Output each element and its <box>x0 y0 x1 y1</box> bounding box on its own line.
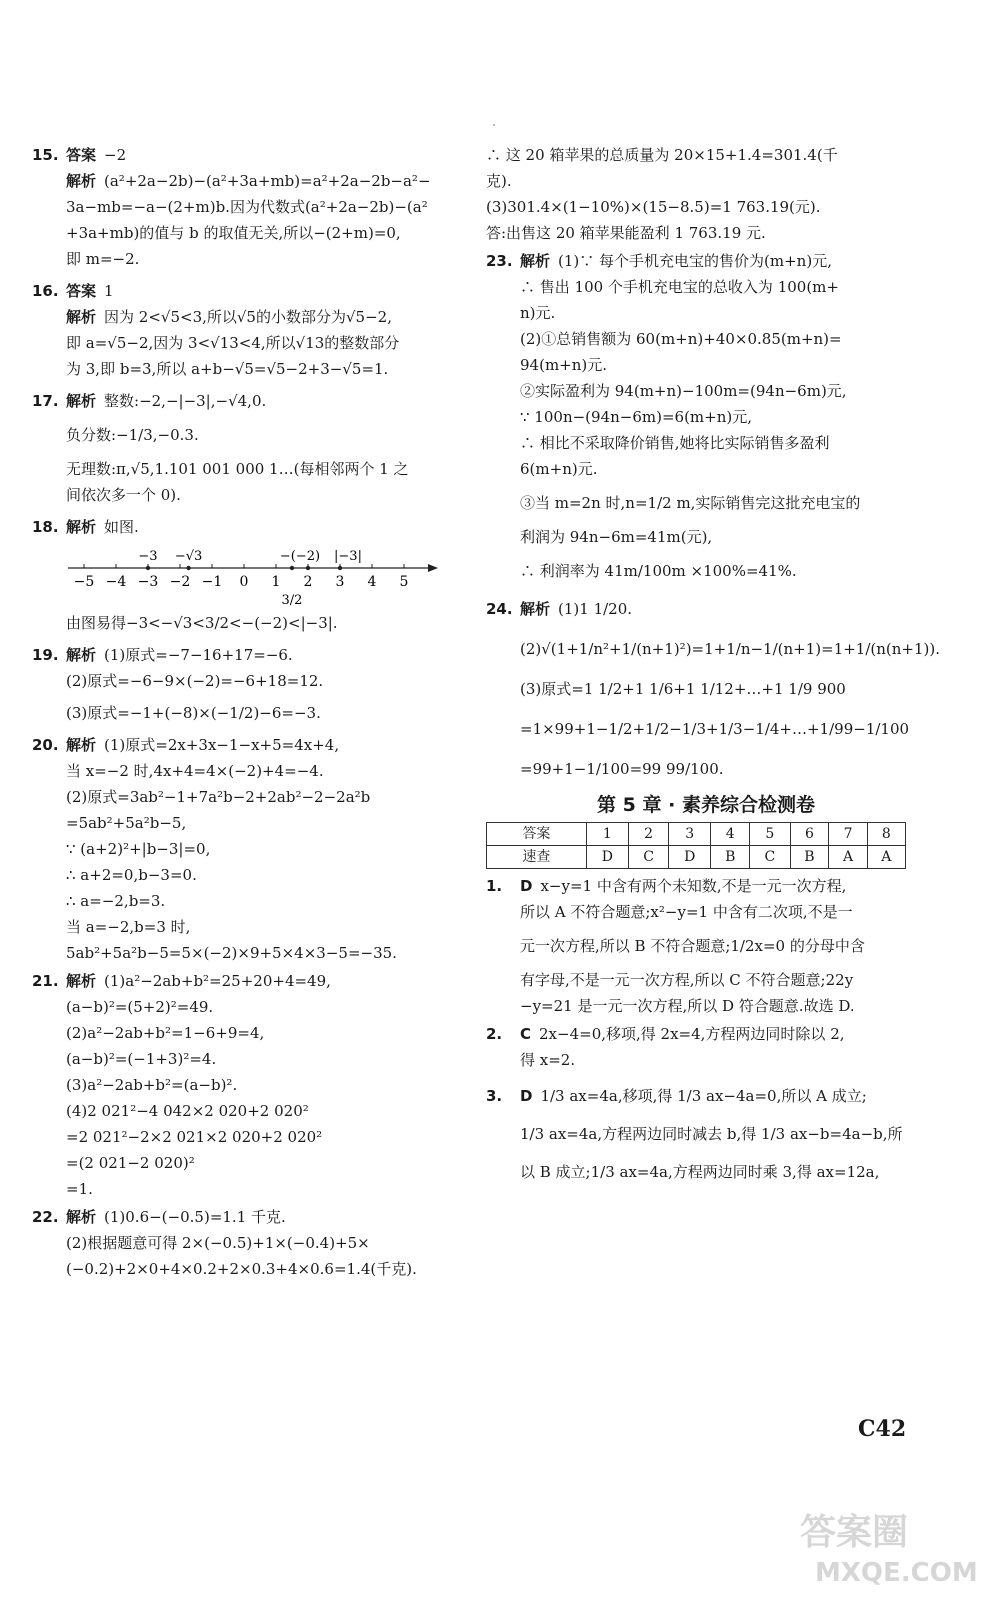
answer-value: −2 <box>104 146 127 164</box>
text-line: 因为 2<√5<3,所以√5的小数部分为√5−2, <box>104 308 392 326</box>
question-24 <box>486 596 941 782</box>
text-line: ∵ 100n−(94n−6m)=6(m+n)元, <box>520 408 752 426</box>
answer-tag: 答案 <box>66 146 97 164</box>
question-number: 16. <box>32 282 59 300</box>
chapter-title: 第 5 章 · 素养综合检测卷 <box>597 794 815 816</box>
scan-mark <box>493 124 495 126</box>
text-line: (3)301.4×(1−10%)×(15−8.5)=1 763.19(元). <box>486 198 821 216</box>
table-cell: D <box>586 846 628 869</box>
text-line: (3)a²−2ab+b²=(a−b)². <box>66 1076 238 1094</box>
text-line: (1)原式=2x+3x−1−x+5=4x+4, <box>104 736 340 754</box>
text-line: (2)原式=3ab²−1+7a²b−2+2ab²−2−2a²b <box>66 788 371 806</box>
text-line: =99+1−1/100=99 99/100. <box>520 760 724 778</box>
analysis-tag: 解析 <box>66 172 97 190</box>
text-line: (3)原式=1 1/2+1 1/6+1 1/12+…+1 1/9 900 <box>520 680 846 698</box>
axis-tick-label: 0 <box>239 574 249 590</box>
text-line: 当 a=−2,b=3 时, <box>66 918 191 936</box>
table-cell: 6 <box>790 823 829 846</box>
text-line: 即 a=√5−2,因为 3<√13<4,所以√13的整数部分 <box>66 334 400 352</box>
analysis-tag: 解析 <box>66 518 97 536</box>
text-line: (2)a²−2ab+b²=1−6+9=4, <box>66 1024 265 1042</box>
question-17 <box>32 388 462 508</box>
watermark-url: MXQE.COM <box>815 1558 978 1588</box>
analysis-tag: 解析 <box>66 646 97 664</box>
analysis-tag: 解析 <box>66 308 97 326</box>
question-number: 1. <box>486 877 503 895</box>
question-23 <box>486 248 926 584</box>
axis-tick-label: 2 <box>303 574 313 590</box>
axis-tick-label: −2 <box>169 574 191 590</box>
number-line-point <box>186 566 190 570</box>
text-line: 1/3 ax=4a,方程两边同时减去 b,得 1/3 ax−b=4a−b,所 <box>520 1125 903 1143</box>
text-line: 6(m+n)元. <box>520 460 598 478</box>
text-line: (a−b)²=(5+2)²=49. <box>66 998 214 1016</box>
choice-question-2 <box>486 1021 926 1073</box>
text-line: 94(m+n)元. <box>520 356 608 374</box>
analysis-tag: 解析 <box>66 392 97 410</box>
table-cell: A <box>867 846 905 869</box>
choice-answer: C <box>520 1025 532 1043</box>
table-cell: 答案 <box>487 823 587 846</box>
text-line: 无理数:π,√5,1.101 001 000 1…(每相邻两个 1 之 <box>66 460 409 478</box>
page-number: C42 <box>858 1416 907 1442</box>
text-line: ∵ (a+2)²+|b−3|=0, <box>66 840 211 858</box>
text-line: (1)∵ 每个手机充电宝的售价为(m+n)元, <box>558 252 832 270</box>
point-label: 3/2 <box>281 593 303 608</box>
question-number: 18. <box>32 518 59 536</box>
choice-question-3 <box>486 1083 926 1185</box>
axis-tick-label: −1 <box>201 574 223 590</box>
number-line-point <box>306 566 310 570</box>
text-line: (1)a²−2ab+b²=25+20+4=49, <box>104 972 331 990</box>
table-cell: 8 <box>867 823 905 846</box>
question-19 <box>32 642 462 726</box>
text-line: (a−b)²=(−1+3)²=4. <box>66 1050 217 1068</box>
watermark-logo: 答案圈 <box>800 1512 909 1553</box>
right-column <box>486 142 941 1187</box>
question-number: 20. <box>32 736 59 754</box>
table-cell: 7 <box>829 823 867 846</box>
axis-tick-label: −3 <box>137 574 159 590</box>
axis-tick-label: 4 <box>367 574 377 590</box>
text-line: 当 x=−2 时,4x+4=4×(−2)+4=−4. <box>66 762 324 780</box>
text-line: 有字母,不是一元一次方程,所以 C 不符合题意;22y <box>520 971 854 989</box>
number-line-figure <box>66 540 462 610</box>
text-line: (1)原式=−7−16+17=−6. <box>104 646 293 664</box>
point-label: −√3 <box>174 549 203 564</box>
text-line: =(2 021−2 020)² <box>66 1154 195 1172</box>
text-line: 2x−4=0,移项,得 2x=4,方程两边同时除以 2, <box>539 1025 845 1043</box>
analysis-tag: 解析 <box>66 972 97 990</box>
question-21 <box>32 968 462 1202</box>
table-cell: C <box>750 846 790 869</box>
text-line: (a²+2a−2b)−(a²+3a+mb)=a²+2a−2b−a²− <box>104 172 431 190</box>
analysis-tag: 解析 <box>520 252 551 270</box>
text-line: 3a−mb=−a−(2+m)b.因为代数式(a²+2a−2b)−(a² <box>66 198 428 216</box>
question-number: 19. <box>32 646 59 664</box>
choice-question-1 <box>486 873 926 1019</box>
axis-arrow <box>428 564 438 572</box>
text-line: 如图. <box>104 518 139 536</box>
text-line: (1)0.6−(−0.5)=1.1 千克. <box>104 1208 286 1226</box>
number-line-point <box>146 566 150 570</box>
text-line: +3a+mb)的值与 b 的取值无关,所以−(2+m)=0, <box>66 224 401 242</box>
table-cell: 4 <box>711 823 750 846</box>
analysis-tag: 解析 <box>66 736 97 754</box>
text-line: 1/3 ax=4a,移项,得 1/3 ax−4a=0,所以 A 成立; <box>540 1087 867 1105</box>
text-line: (2)原式=−6−9×(−2)=−6+18=12. <box>66 672 324 690</box>
table-cell: C <box>628 846 668 869</box>
axis-tick-label: 5 <box>399 574 409 590</box>
text-line: 所以 A 不符合题意;x²−y=1 中含有二次项,不是一 <box>520 903 853 921</box>
text-line: ②实际盈利为 94(m+n)−100m=(94n−6m)元, <box>520 382 847 400</box>
table-cell: B <box>790 846 829 869</box>
text-line: ③当 m=2n 时,n=1/2 m,实际销售完这批充电宝的 <box>520 494 861 512</box>
text-line: ∴ a+2=0,b−3=0. <box>66 866 197 884</box>
text-line: −y=21 是一元一次方程,所以 D 符合题意.故选 D. <box>520 997 855 1015</box>
text-line: (4)2 021²−4 042×2 020+2 020² <box>66 1102 309 1120</box>
text-line: 答:出售这 20 箱苹果能盈利 1 763.19 元. <box>486 224 766 242</box>
table-cell: B <box>711 846 750 869</box>
table-cell: 5 <box>750 823 790 846</box>
table-cell: A <box>829 846 867 869</box>
answer-value: 1 <box>104 282 114 300</box>
question-number: 17. <box>32 392 59 410</box>
text-line: ∴ 售出 100 个手机充电宝的总收入为 100(m+ <box>520 278 839 296</box>
text-line: =5ab²+5a²b−5, <box>66 814 187 832</box>
point-label: −3 <box>138 549 158 564</box>
text-line: 为 3,即 b=3,所以 a+b−√5=√5−2+3−√5=1. <box>66 360 389 378</box>
table-row <box>487 823 906 846</box>
text-line: 5ab²+5a²b−5=5×(−2)×9+5×4×3−5=−35. <box>66 944 397 962</box>
text-line: (2)根据题意可得 2×(−0.5)+1×(−0.4)+5× <box>66 1234 370 1252</box>
question-number: 3. <box>486 1087 503 1105</box>
text-line: 由图易得−3<−√3<3/2<−(−2)<|−3|. <box>66 614 338 632</box>
choice-answer: D <box>520 877 533 895</box>
text-line: 克). <box>486 172 512 190</box>
answer-table <box>486 822 906 869</box>
text-line: =2 021²−2×2 021×2 020+2 020² <box>66 1128 323 1146</box>
axis-tick-label: 1 <box>271 574 281 590</box>
text-line: =1. <box>66 1180 93 1198</box>
axis-tick-label: 3 <box>335 574 345 590</box>
table-row <box>487 846 906 869</box>
point-label: −(−2) <box>279 549 321 564</box>
number-line-point <box>290 566 294 570</box>
number-line-point <box>338 566 342 570</box>
question-15 <box>32 142 462 272</box>
text-line: 得 x=2. <box>520 1051 576 1069</box>
text-line: (2)①总销售额为 60(m+n)+40×0.85(m+n)= <box>520 330 842 348</box>
text-line: ∴ a=−2,b=3. <box>66 892 166 910</box>
table-cell: 速查 <box>487 846 587 869</box>
text-line: (1)1 1/20. <box>558 600 633 618</box>
number-line-svg <box>66 540 446 610</box>
text-line: 间依次多一个 0). <box>66 486 181 504</box>
question-18 <box>32 514 462 636</box>
axis-tick-label: −4 <box>105 574 127 590</box>
choice-answer: D <box>520 1087 533 1105</box>
question-22 <box>32 1204 462 1282</box>
text-line: (2)√(1+1/n²+1/(n+1)²)=1+1/n−1/(n+1)=1+1/(n(n+1)). <box>520 640 941 658</box>
question-number: 24. <box>486 600 513 618</box>
text-line: (−0.2)+2×0+4×0.2+2×0.3+4×0.6=1.4(千克). <box>66 1260 417 1278</box>
text-line: 负分数:−1/3,−0.3. <box>66 426 199 444</box>
question-number: 15. <box>32 146 59 164</box>
text-line: ∴ 相比不采取降价销售,她将比实际销售多盈利 <box>520 434 830 452</box>
analysis-tag: 解析 <box>66 1208 97 1226</box>
answer-tag: 答案 <box>66 282 97 300</box>
text-line: n)元. <box>520 304 556 322</box>
text-line: 即 m=−2. <box>66 250 140 268</box>
analysis-tag: 解析 <box>520 600 551 618</box>
question-number: 2. <box>486 1025 503 1043</box>
text-line: ∴ 利润率为 41m/100m ×100%=41%. <box>520 562 797 580</box>
table-cell: 3 <box>669 823 711 846</box>
question-number: 23. <box>486 252 513 270</box>
table-cell: D <box>669 846 711 869</box>
text-line: 利润为 94n−6m=41m(元), <box>520 528 713 546</box>
question-20 <box>32 732 462 966</box>
axis-tick-label: −5 <box>73 574 95 590</box>
question-number: 21. <box>32 972 59 990</box>
point-label: |−3| <box>334 549 362 564</box>
table-cell: 1 <box>586 823 628 846</box>
table-cell: 2 <box>628 823 668 846</box>
question-number: 22. <box>32 1208 59 1226</box>
text-line: =1×99+1−1/2+1/2−1/3+1/3−1/4+…+1/99−1/100 <box>520 720 910 738</box>
text-line: 元一次方程,所以 B 不符合题意;1/2x=0 的分母中含 <box>520 937 865 955</box>
text-line: ∴ 这 20 箱苹果的总质量为 20×15+1.4=301.4(千 <box>486 146 838 164</box>
question-22-continued <box>486 142 926 246</box>
text-line: 整数:−2,−|−3|,−√4,0. <box>104 392 267 410</box>
text-line: (3)原式=−1+(−8)×(−1/2)−6=−3. <box>66 704 321 722</box>
left-column <box>32 142 462 1284</box>
question-16 <box>32 278 462 382</box>
text-line: x−y=1 中含有两个未知数,不是一元一次方程, <box>540 877 847 895</box>
text-line: 以 B 成立;1/3 ax=4a,方程两边同时乘 3,得 ax=12a, <box>520 1163 880 1181</box>
